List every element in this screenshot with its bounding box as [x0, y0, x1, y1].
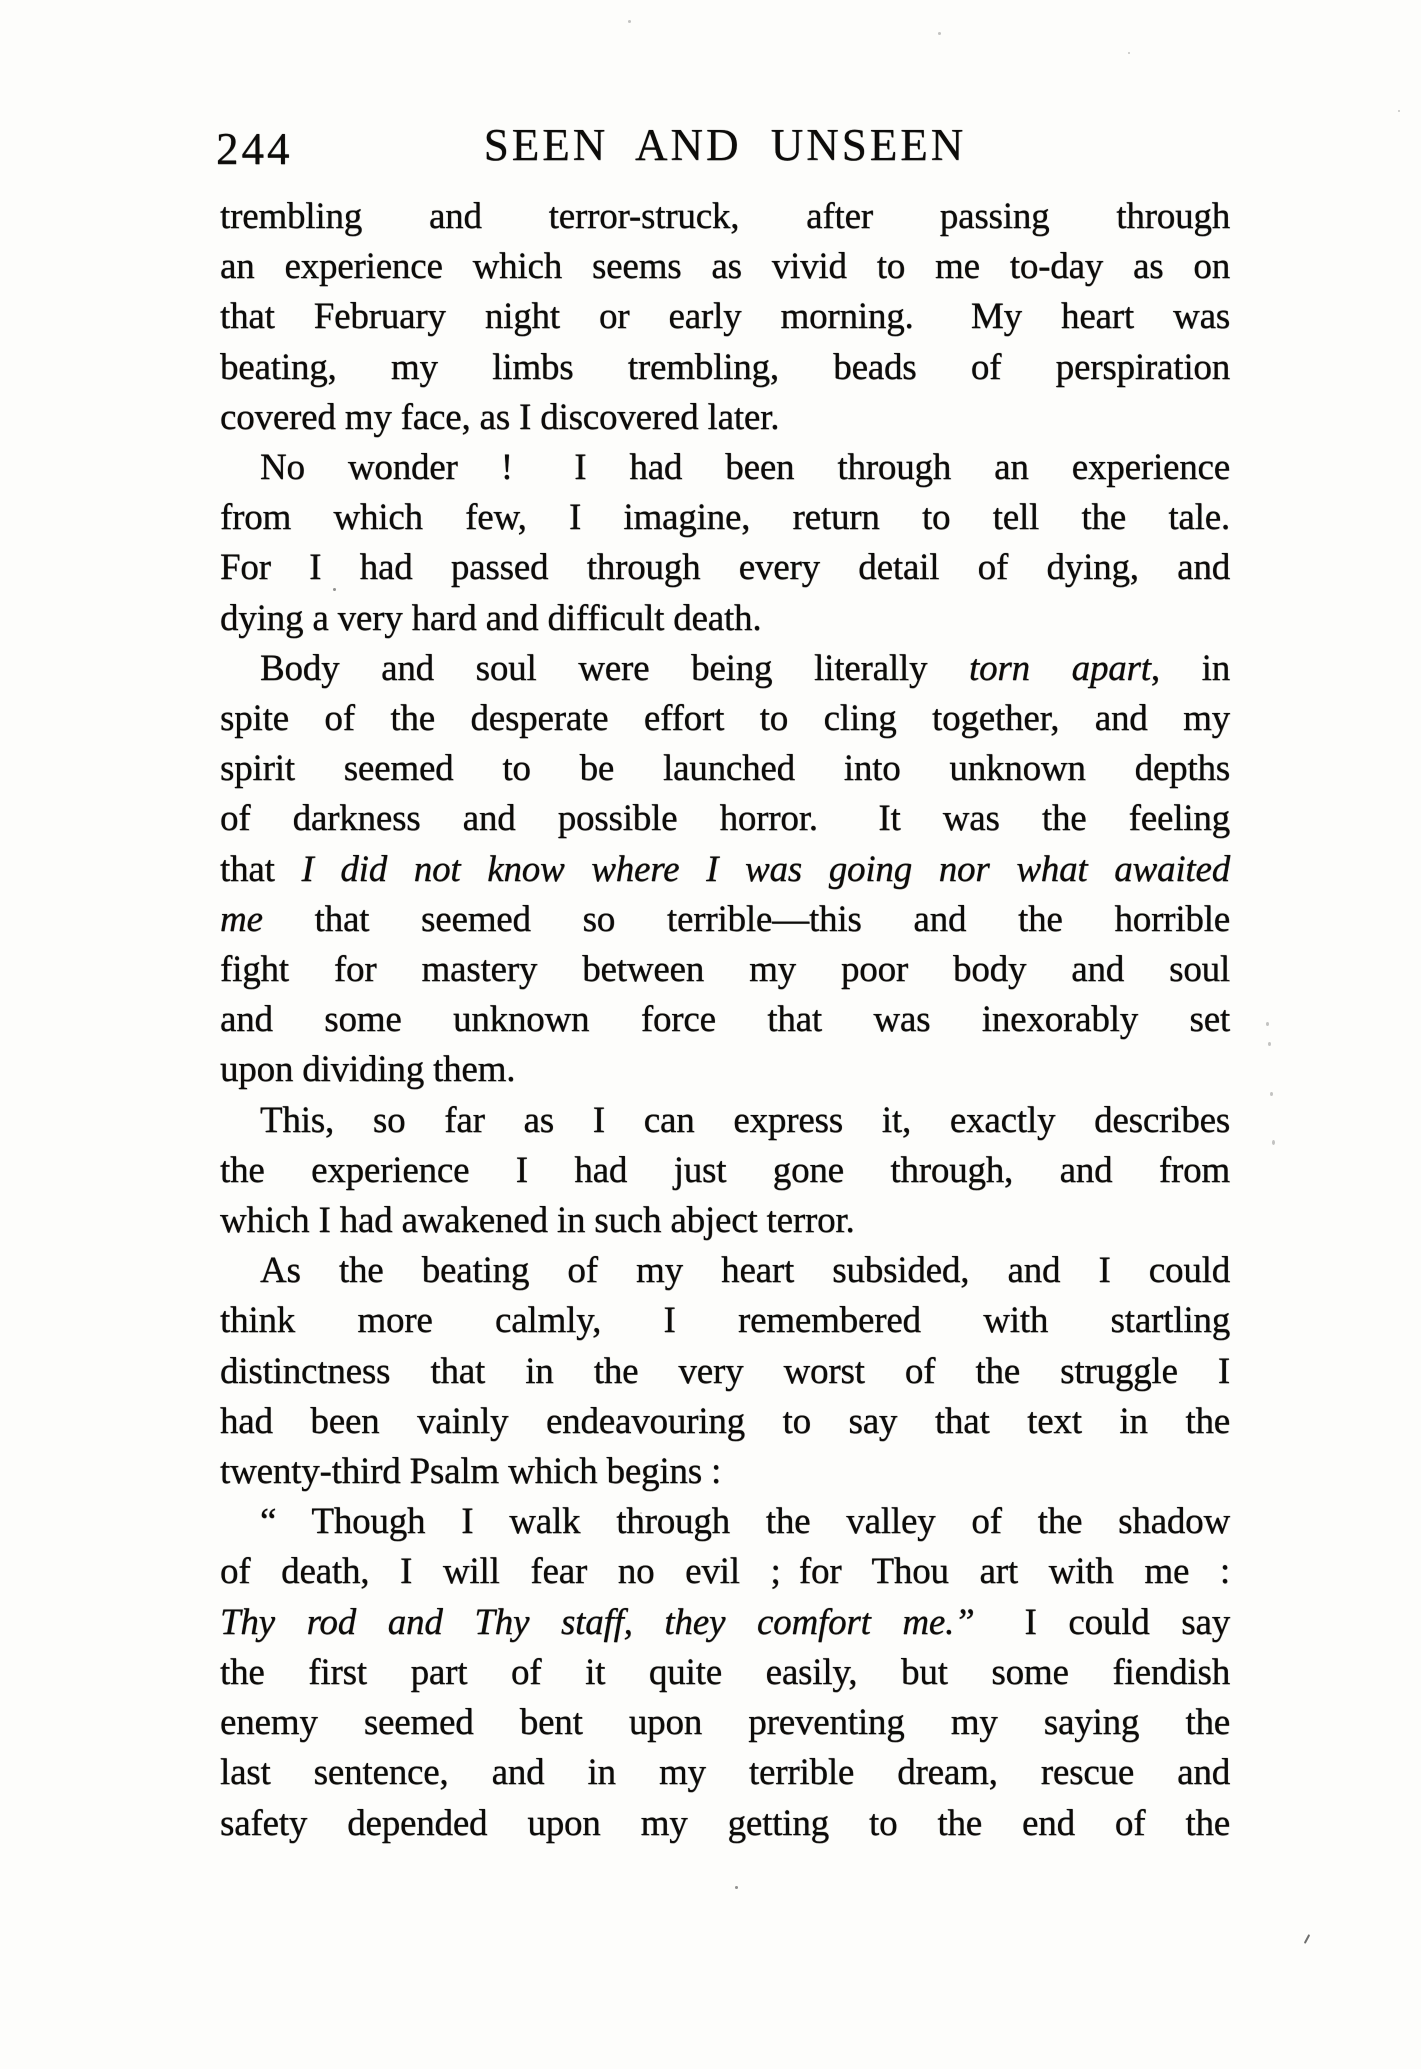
text-segment: that February night or early morning. My heart was: [220, 296, 1230, 338]
text-line: [220, 1648, 1230, 1698]
text-segment: No wonder ! I had been through an experience: [260, 447, 1230, 489]
text-segment: last sentence, and in my terrible dream, rescue and: [220, 1752, 1230, 1794]
text-line: [220, 794, 1230, 844]
paragraph: [220, 644, 1230, 1096]
page-body: [220, 192, 1230, 1849]
text-line: [220, 694, 1230, 744]
text-segment: fight for mastery between my poor body and soul: [220, 949, 1230, 991]
text-line: [220, 543, 1230, 593]
scan-speck: [1398, 110, 1400, 112]
text-segment: covered my face, as I discovered later.: [220, 396, 780, 438]
text-line: [220, 343, 1230, 393]
text-segment: This, so far as I can express it, exactly describes: [260, 1099, 1230, 1141]
text-line: [220, 995, 1230, 1045]
text-line: [220, 242, 1230, 292]
scan-speck: [1270, 1092, 1273, 1096]
text-segment: I could say: [974, 1601, 1231, 1643]
text-segment: Body and soul were being literally: [260, 647, 970, 689]
text-segment: upon dividing them.: [220, 1049, 516, 1091]
text-line: [220, 1799, 1230, 1849]
scan-speck: [628, 20, 631, 23]
running-head-title: SEEN AND UNSEEN: [483, 120, 967, 170]
page-number: 244: [216, 124, 293, 174]
text-line: [220, 493, 1230, 543]
text-line: [220, 1347, 1230, 1397]
text-segment: For I had passed through every detail of dying, and: [220, 547, 1230, 589]
text-segment: As the beating of my heart subsided, and I could: [260, 1250, 1230, 1292]
text-line: [220, 644, 1230, 694]
paragraph: [220, 192, 1230, 443]
text-line: [220, 1045, 1230, 1095]
text-segment: think more calmly, I remembered with startling: [220, 1300, 1230, 1342]
text-line: [220, 1547, 1230, 1597]
italic-text-segment: I did not know where I was going nor what awaited: [301, 848, 1230, 890]
text-segment: distinctness that in the very worst of the struggle I: [220, 1350, 1230, 1392]
paragraph: [220, 1096, 1230, 1247]
text-line: [220, 1246, 1230, 1296]
text-line: [220, 1096, 1230, 1146]
scan-speck: [333, 588, 336, 591]
paragraph: [220, 1246, 1230, 1497]
scan-speck: [640, 1512, 642, 1514]
text-segment: which I had awakened in such abject terror.: [220, 1200, 855, 1242]
text-line: [220, 594, 1230, 644]
text-segment: had been vainly endeavouring to say that text in the: [220, 1400, 1230, 1442]
text-line: [220, 1397, 1230, 1447]
italic-text-segment: torn apart: [969, 647, 1151, 689]
text-segment: of death, I will fear no evil ; for Thou art with me :: [220, 1551, 1230, 1593]
text-segment: “ Though I walk through the valley of the shadow: [260, 1501, 1230, 1543]
text-line: [220, 1196, 1230, 1246]
text-line: [220, 443, 1230, 493]
text-line: [220, 895, 1230, 945]
text-segment: from which few, I imagine, return to tell the tale.: [220, 497, 1230, 539]
text-line: [220, 945, 1230, 995]
text-segment: an experience which seems as vivid to me to-day as on: [220, 246, 1230, 288]
text-line: [220, 292, 1230, 342]
text-segment: of darkness and possible horror. It was the feeling: [220, 798, 1230, 840]
text-line: [220, 1598, 1230, 1648]
text-line: [220, 1698, 1230, 1748]
text-segment: enemy seemed bent upon preventing my saying the: [220, 1702, 1230, 1744]
text-line: [220, 192, 1230, 242]
paragraph: [220, 443, 1230, 644]
scan-speck: [1272, 1140, 1275, 1145]
scan-scratch: [1304, 1934, 1310, 1944]
text-segment: the first part of it quite easily, but some fiendish: [220, 1651, 1230, 1693]
text-line: [220, 1748, 1230, 1798]
text-segment: spite of the desperate effort to cling together, and my: [220, 698, 1230, 740]
text-segment: dying a very hard and difficult death.: [220, 597, 762, 639]
italic-text-segment: Thy rod and Thy staff, they comfort me.”: [220, 1601, 975, 1643]
text-segment: spirit seemed to be launched into unknown depths: [220, 748, 1230, 790]
text-segment: that: [220, 848, 302, 890]
text-segment: and some unknown force that was inexorably set: [220, 999, 1230, 1041]
text-segment: trembling and terror-struck, after passing through: [220, 196, 1230, 237]
text-segment: safety depended upon my getting to the end of the: [220, 1802, 1230, 1844]
text-segment: that seemed so terrible—this and the horrible: [262, 898, 1230, 940]
text-segment: twenty-third Psalm which begins :: [220, 1451, 722, 1493]
scan-speck: [1266, 1022, 1269, 1026]
paragraph: [220, 1497, 1230, 1848]
text-line: [220, 845, 1230, 895]
scan-speck: [938, 32, 941, 35]
text-line: [220, 1497, 1230, 1547]
scan-speck: [1268, 1042, 1271, 1046]
scan-speck: [735, 1886, 738, 1889]
text-segment: beating, my limbs trembling, beads of perspiration: [220, 346, 1230, 388]
text-line: [220, 1296, 1230, 1346]
text-segment: the experience I had just gone through, and from: [220, 1149, 1230, 1191]
italic-text-segment: me: [220, 898, 263, 940]
text-segment: , in: [1150, 647, 1231, 689]
text-line: [220, 1447, 1230, 1497]
text-line: [220, 393, 1230, 443]
text-line: [220, 744, 1230, 794]
text-line: [220, 1146, 1230, 1196]
scan-speck: [1128, 52, 1130, 54]
